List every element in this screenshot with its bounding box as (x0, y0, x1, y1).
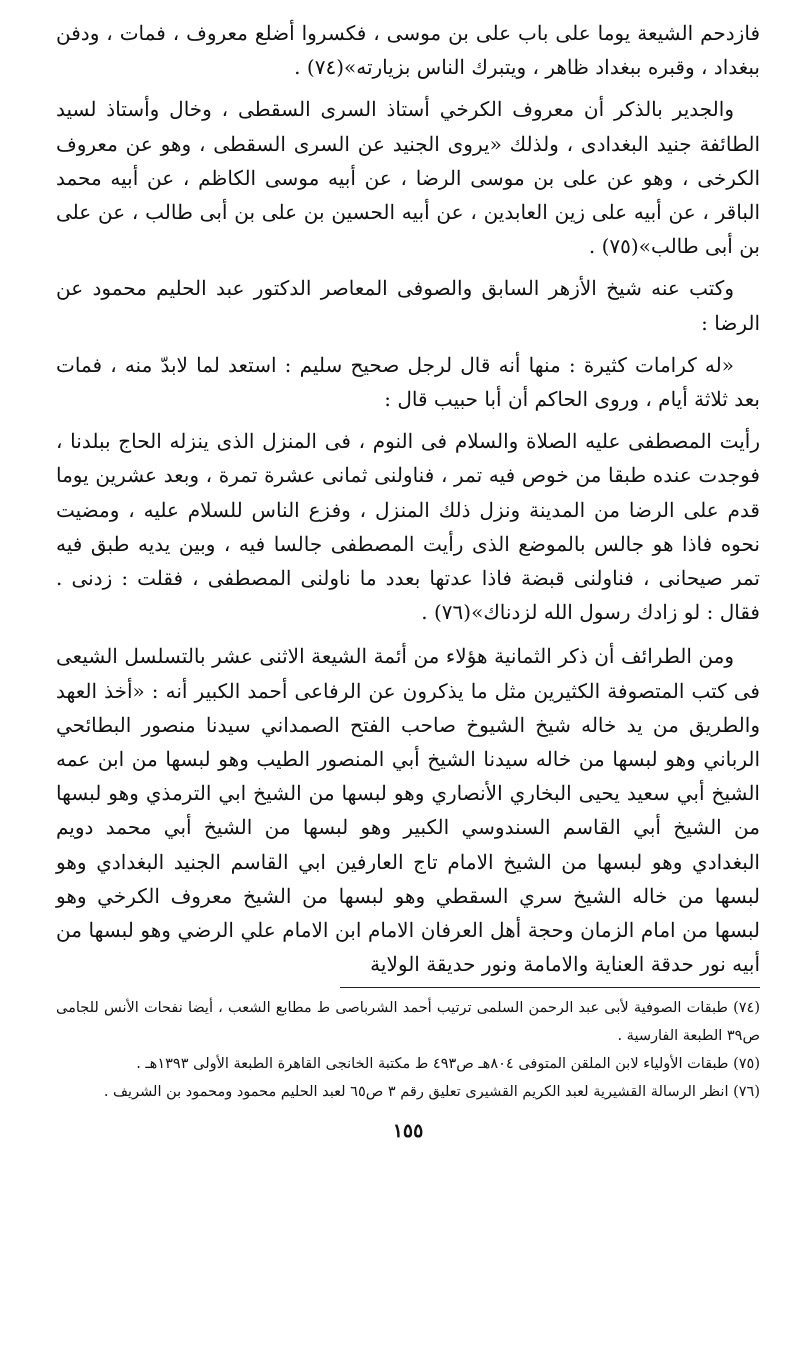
footnote-75: (٧٥) طبقات الأولياء لابن الملقن المتوفى ٨٠٤هـ ص٤٩٣ ط مكتبة الخانجى القاهرة الطبعة الأولى ١٣٩٣هـ . (136, 1056, 760, 1073)
quote-paragraph-1: «له كرامات كثيرة : منها أنه قال لرجل صحيح سليم : استعد لما لابدّ منه ، فمات بعد ثلاثة أيام ، وروى الحاكم أن أبا حبيب قال : (56, 352, 760, 412)
footnote-76: (٧٦) انظر الرسالة القشيرية لعبد الكريم القشيرى تعليق رقم ٣ ص٦٥ لعبد الحليم محمود ومحمود بن الشريف . (103, 1084, 760, 1101)
paragraph-4: ومن الطرائف أن ذكر الثمانية هؤلاء من أئمة الشيعة الاثنى عشر بالتسلسل الشيعى فى كتب المتصوفة الكثيرين مثل ما يذكرون عن الرفاعى أحمد الكبير أنه : «أخذ العهد والطريق من يد خاله شيخ الشيوخ صاحب الفتح الصمداني سيدنا منصور البطائحي الرباني وهو لبسها من خاله سيدنا الشيخ أبي المنصور الطيب وهو لبسها من ابن عمه الشيخ أبي سعيد يحيى البخاري الأنصاري وهو لبسها من الشيخ ابي الترمذي وهو لبسها من الشيخ أبي القاسم السندوسي الكبير وهو لبسها من الشيخ أبي محمد دويم البغدادي وهو لبسها من الشيخ الامام تاج العارفين ابي القاسم الجنيد البغدادي وهو لبسها من خاله الشيخ سري السقطي وهو لبسها من الشيخ معروف الكرخي وهو لبسها من امام الزمان وحجة أهل العرفان الامام ابن الامام علي الرضي وهو لبسها من أبيه نور حدقة العناية والامامة ونور حديقة الولاية (56, 644, 760, 977)
paragraph-2: والجدير بالذكر أن معروف الكرخي أستاذ السرى السقطى ، وخال وأستاذ لسيد الطائفة جنيد البغدادى ، ولذلك «يروى الجنيد عن السرى السقطى ، وهو عن معروف الكرخى ، وهو عن على بن موسى الرضا ، عن أبيه موسى الكاظم ، عن أبيه محمد الباقر ، عن أبيه على زين العابدين ، عن أبيه الحسين بن على بن أبى طالب ، عن على بن أبى طالب»(٧٥) . (56, 97, 761, 259)
footnote-74: (٧٤) طبقات الصوفية لأبى عبد الرحمن السلمى ترتيب أحمد الشرباصى ط مطابع الشعب ، أيضا نفحات الأنس للجامى ص٣٩ الطبعة الفارسية . (56, 1000, 760, 1045)
paragraph-1: فازدحم الشيعة يوما على باب على بن موسى ، فكسروا أضلع معروف ، فمات ، ودفن ببغداد ، وقبره ببغداد ظاهر ، ويتبرك الناس بزيارته»(٧٤) . (56, 21, 760, 80)
quote-paragraph-2: رأيت المصطفى عليه الصلاة والسلام فى النوم ، فى المنزل الذى ينزله الحاج ببلدنا ، فوجدت عنده طبقا من خوص فيه تمر ، فناولنى ثمانى عشرة تمرة ، وبعد عشرين يوما قدم على الرضا من المدينة ونزل ذلك المنزل ، وفزع الناس للسلام عليه ، ومضيت نحوه فاذا هو جالس بالموضع الذى رأيت المصطفى جالسا فيه ، وبين يديه طبق فيه تمر صيحانى ، فناولنى قبضة فاذا عدتها بعدد ما ناولنى المصطفى ، فقلت : زدنى . فقال : لو زادك رسول الله لزدناك»(٧٦) . (56, 429, 760, 625)
book-page (56, 16, 760, 1336)
page-number: ١٥٥ (392, 1120, 424, 1143)
footnote-divider (340, 987, 760, 988)
paragraph-3: وكتب عنه شيخ الأزهر السابق والصوفى المعاصر الدكتور عبد الحليم محمود عن الرضا : (56, 276, 760, 335)
